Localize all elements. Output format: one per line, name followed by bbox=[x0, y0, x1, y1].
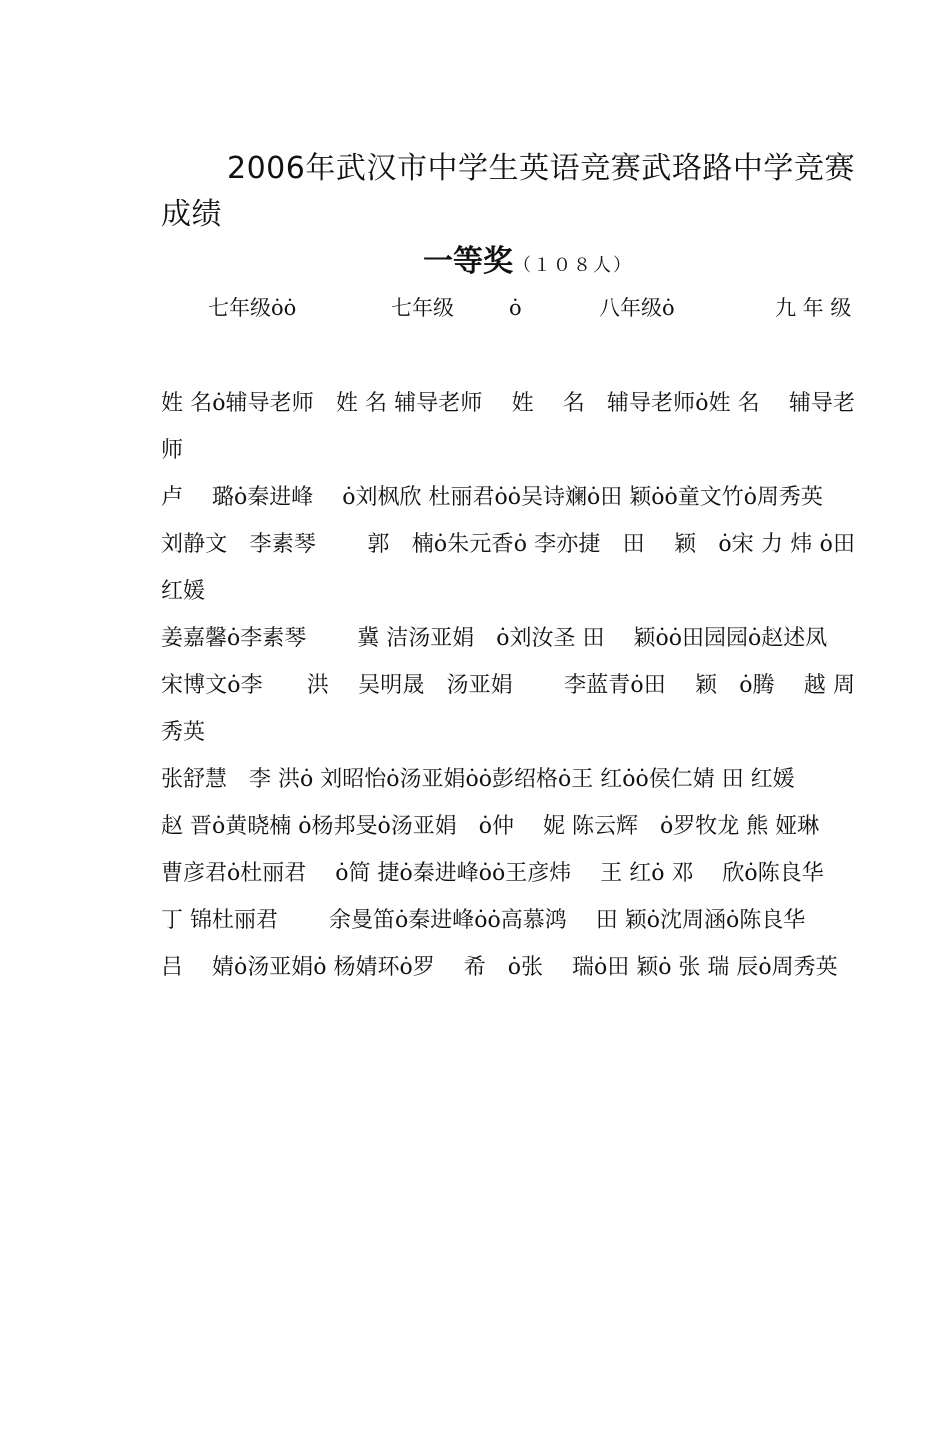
grade-header-row bbox=[161, 288, 855, 328]
award-name: 一等奖 bbox=[423, 244, 513, 279]
award-heading bbox=[423, 240, 633, 288]
winner-line: 姜嘉馨ȯ李素琴 冀 洁汤亚娟 ȯ刘汝圣 田 颖ȯȯ田园园ȯ赵述凤 bbox=[161, 626, 828, 651]
document-title: 2006年武汉市中学生英语竞赛武珞路中学竞赛成绩 bbox=[161, 151, 855, 232]
award-count: （１０８人） bbox=[513, 255, 633, 276]
grade-label: ȯ bbox=[509, 296, 522, 320]
winner-line: 丁 锦杜丽君 余曼笛ȯ秦进峰ȯȯ高慕鸿 田 颖ȯ沈周涵ȯ陈良华 bbox=[161, 908, 806, 933]
winner-line: 宋博文ȯ李 洪 吴明晟 汤亚娟 李蓝青ȯ田 颖 ȯ腾 越 周秀英 bbox=[161, 673, 855, 745]
winner-line: 张舒慧 李 洪ȯ 刘昭怡ȯ汤亚娟ȯȯ彭绍格ȯ王 红ȯȯ侯仁婧 田 红媛 bbox=[161, 767, 795, 792]
grade-label: 七年级ȯȯ bbox=[208, 296, 297, 320]
grade-label: 九 年 级 bbox=[775, 296, 852, 320]
winner-line: 卢 璐ȯ秦进峰 ȯ刘枫欣 杜丽君ȯȯ吴诗斓ȯ田 颖ȯȯ童文竹ȯ周秀英 bbox=[161, 485, 823, 510]
winners-list bbox=[161, 380, 855, 991]
winner-line: 曹彦君ȯ杜丽君 ȯ简 捷ȯ秦进峰ȯȯ王彦炜 王 红ȯ 邓 欣ȯ陈良华 bbox=[161, 861, 824, 886]
winner-line: 刘静文 李素琴 郭 楠ȯ朱元香ȯ 李亦捷 田 颖 ȯ宋 力 炜 ȯ田红媛 bbox=[161, 532, 855, 604]
grade-label: 八年级ȯ bbox=[599, 296, 675, 320]
grade-label: 七年级 bbox=[391, 296, 454, 320]
winner-line: 吕 婧ȯ汤亚娟ȯ 杨婧环ȯ罗 希 ȯ张 瑞ȯ田 颖ȯ 张 瑞 辰ȯ周秀英 bbox=[161, 955, 838, 980]
column-header-line: 姓 名ȯ辅导老师 姓 名 辅导老师 姓 名 辅导老师ȯ姓 名 辅导老师 bbox=[161, 391, 855, 463]
winner-line: 赵 晋ȯ黄晓楠 ȯ杨邦旻ȯ汤亚娟 ȯ仲 妮 陈云辉 ȯ罗牧龙 熊 娅琳 bbox=[161, 814, 820, 839]
